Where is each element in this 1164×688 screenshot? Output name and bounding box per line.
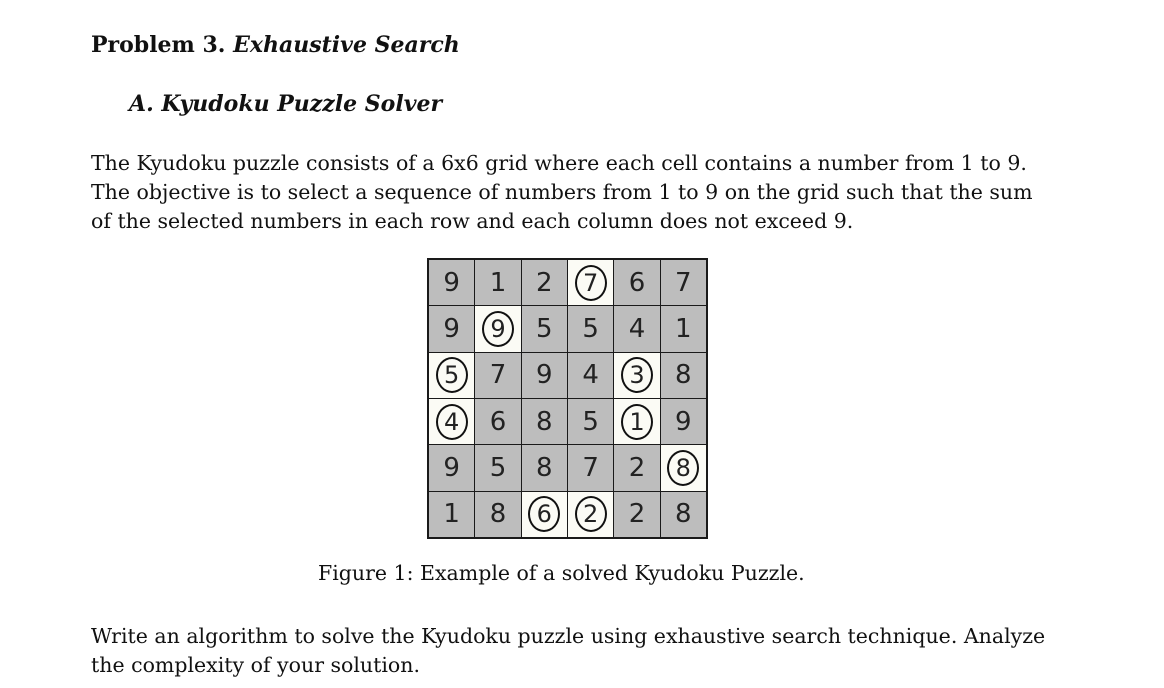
grid-cell xyxy=(475,399,520,444)
grid-cell-selected xyxy=(614,399,659,444)
cell-number: 1 xyxy=(443,499,460,530)
cell-number: 9 xyxy=(536,360,553,391)
grid-cell-selected xyxy=(429,353,474,398)
grid-cell xyxy=(568,445,613,490)
cell-number: 6 xyxy=(489,406,507,437)
cell-number: 4 xyxy=(582,360,599,391)
grid-cell xyxy=(522,399,567,444)
grid-cell-selected xyxy=(568,492,613,537)
kyudoku-grid xyxy=(427,258,708,539)
cell-number: 9 xyxy=(675,406,692,437)
intro-line: The Kyudoku puzzle consists of a 6x6 grid where each cell contains a number from 1 to 9. xyxy=(91,151,1027,175)
cell-number: 6 xyxy=(628,267,646,298)
grid-cell xyxy=(614,306,659,351)
figure-caption: Figure 1: Example of a solved Kyudoku Puzzle. xyxy=(318,561,805,585)
grid-cell xyxy=(522,445,567,490)
cell-number: 8 xyxy=(489,499,507,530)
intro-line: The objective is to select a sequence of numbers from 1 to 9 on the grid such that the sum xyxy=(91,180,1033,204)
grid-cell-selected xyxy=(429,399,474,444)
cell-number: 5 xyxy=(582,406,599,437)
cell-number: 8 xyxy=(536,452,553,483)
cell-number: 5 xyxy=(536,313,553,344)
cell-number: 7 xyxy=(675,267,692,298)
cell-number: 9 xyxy=(443,267,460,298)
circled-number: 5 xyxy=(436,357,468,393)
grid-cell xyxy=(429,306,474,351)
grid-cell xyxy=(475,353,520,398)
grid-cell xyxy=(522,353,567,398)
circled-number: 6 xyxy=(528,496,560,532)
cell-number: 1 xyxy=(489,267,507,298)
section-heading: A. Kyudoku Puzzle Solver xyxy=(129,91,443,117)
grid-cell xyxy=(661,399,706,444)
cell-number: 8 xyxy=(536,406,553,437)
grid-cell-selected xyxy=(522,492,567,537)
grid-cell xyxy=(429,260,474,305)
intro-line: of the selected numbers in each row and each column does not exceed 9. xyxy=(91,209,854,233)
intro-paragraph xyxy=(91,149,1051,236)
cell-number: 7 xyxy=(489,360,507,391)
grid-cell xyxy=(661,353,706,398)
grid-cell xyxy=(568,399,613,444)
problem-heading xyxy=(91,30,460,60)
cell-number: 8 xyxy=(675,499,692,530)
task-paragraph xyxy=(91,622,1051,680)
task-line: Write an algorithm to solve the Kyudoku puzzle using exhaustive search technique. Analyze xyxy=(91,624,1046,648)
cell-number: 2 xyxy=(536,267,553,298)
cell-number: 1 xyxy=(675,313,692,344)
circled-number: 2 xyxy=(575,496,607,532)
cell-number: 5 xyxy=(582,313,599,344)
cell-number: 4 xyxy=(628,313,646,344)
grid-cell xyxy=(522,260,567,305)
cell-number: 9 xyxy=(443,452,460,483)
grid-cell xyxy=(661,260,706,305)
problem-label: Problem 3. xyxy=(91,32,226,58)
grid-cell xyxy=(475,445,520,490)
grid-cell xyxy=(614,445,659,490)
cell-number: 2 xyxy=(628,452,646,483)
grid-cell xyxy=(661,492,706,537)
grid-cell xyxy=(568,306,613,351)
grid-cell xyxy=(429,492,474,537)
task-line: the complexity of your solution. xyxy=(91,653,420,677)
circled-number: 3 xyxy=(621,357,653,393)
grid-cell xyxy=(614,492,659,537)
grid-cell xyxy=(475,492,520,537)
grid-cell xyxy=(614,260,659,305)
circled-number: 7 xyxy=(575,265,607,301)
circled-number: 9 xyxy=(482,311,514,347)
circled-number: 1 xyxy=(621,404,653,440)
grid-cell-selected xyxy=(661,445,706,490)
circled-number: 4 xyxy=(436,404,468,440)
grid-cell xyxy=(568,353,613,398)
cell-number: 8 xyxy=(675,360,692,391)
cell-number: 5 xyxy=(489,452,507,483)
grid-cell xyxy=(475,260,520,305)
grid-cell-selected xyxy=(475,306,520,351)
grid-cell-selected xyxy=(568,260,613,305)
grid-cell-selected xyxy=(614,353,659,398)
circled-number: 8 xyxy=(667,450,699,486)
cell-number: 9 xyxy=(443,313,460,344)
cell-number: 7 xyxy=(582,452,599,483)
problem-title: Exhaustive Search xyxy=(233,32,460,58)
grid-cell xyxy=(429,445,474,490)
grid-cell xyxy=(661,306,706,351)
grid-cell xyxy=(522,306,567,351)
cell-number: 2 xyxy=(628,499,646,530)
